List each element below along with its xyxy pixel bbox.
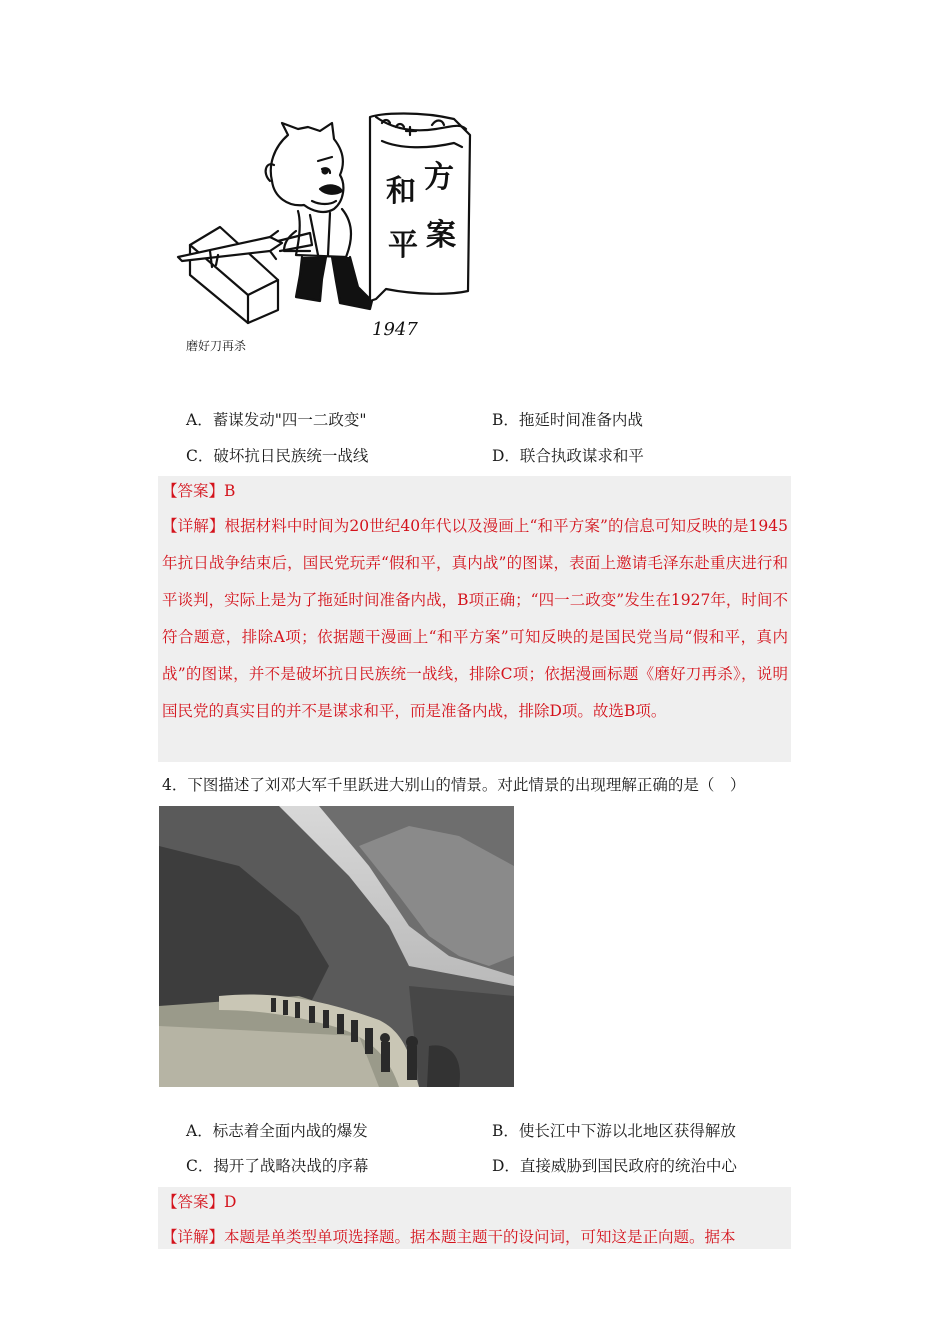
q4-option-d: D．直接威胁到国民政府的统治中心 — [492, 1157, 737, 1175]
q3-answer-label: 【答案】 — [162, 482, 225, 500]
q4-detail — [162, 1227, 736, 1247]
q4-detail-label: 【详解】 — [162, 1228, 225, 1246]
cartoon-year: 1947 — [372, 319, 418, 340]
q4-option-b: B．使长江中下游以北地区获得解放 — [492, 1122, 736, 1140]
q4-answer-value: D — [224, 1193, 237, 1211]
svg-text:案: 案 — [426, 218, 456, 253]
q3-detail — [162, 508, 788, 730]
q4-answer — [162, 1192, 236, 1212]
q3-detail-text: 根据材料中时间为20世纪40年代以及漫画上“和平方案”的信息可知反映的是1945年抗日战争结束后，国民党玩弄“假和平，真内战”的图谋，表面上邀请毛泽东赴重庆进行和平谈判，实际上是为了拖延时间准备内战，B项正确；“四一二政变”发生在1927年，时间不符合题意，排除A项；依据题干漫画上“和平方案”可知反映的是国民党当局“假和平，真内战”的图谋，并不是破坏抗日民族统一战线，排除C项；依据漫画标题《磨好刀再杀》，说明国民党的真实目的并不是谋求和平，而是准备内战，排除D项。故选B项。 — [162, 517, 788, 720]
q4-answer-label: 【答案】 — [162, 1193, 225, 1211]
svg-text:方: 方 — [424, 160, 454, 195]
q3-option-b: B．拖延时间准备内战 — [492, 411, 643, 429]
q4-option-c: C．揭开了战略决战的序幕 — [186, 1157, 369, 1175]
cartoon-caption: 磨好刀再杀 — [186, 339, 247, 353]
q3-detail-label: 【详解】 — [162, 517, 225, 535]
svg-text:平: 平 — [388, 228, 418, 263]
svg-text:和: 和 — [386, 174, 416, 209]
march-photo — [159, 806, 514, 1087]
cartoon-image — [170, 105, 490, 360]
q3-answer-value: B — [224, 482, 236, 500]
q4-stem: 4．下图描述了刘邓大军千里跃进大别山的情景。对此情景的出现理解正确的是（ ） — [162, 776, 746, 794]
q3-option-d: D．联合执政谋求和平 — [492, 447, 644, 465]
q4-option-a: A．标志着全面内战的爆发 — [186, 1122, 368, 1140]
q3-option-a: A．蓄谋发动"四一二政变" — [186, 411, 367, 429]
q3-option-c: C．破坏抗日民族统一战线 — [186, 447, 369, 465]
q4-detail-text: 本题是单类型单项选择题。据本题主题干的设问词，可知这是正向题。据本 — [224, 1228, 736, 1246]
q3-answer — [162, 481, 235, 501]
